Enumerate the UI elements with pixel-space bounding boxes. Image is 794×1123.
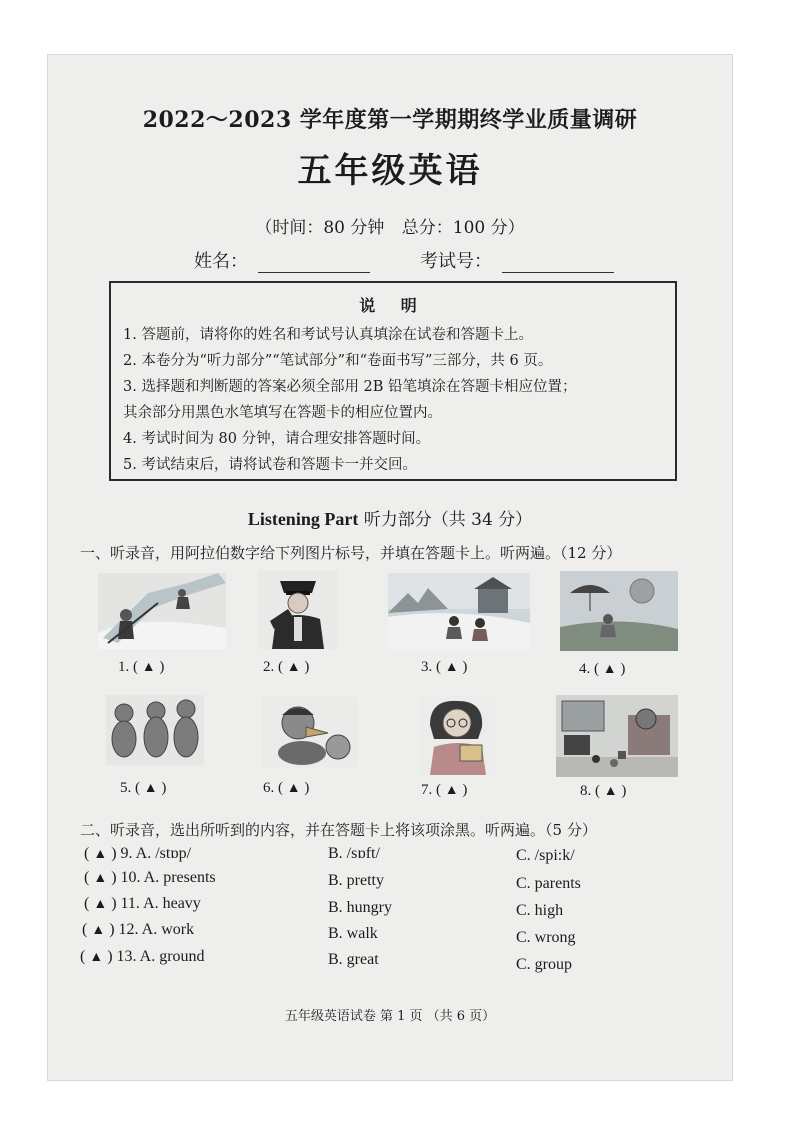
instruction-line: 4. 考试时间为 80 分钟，请合理安排答题时间。 xyxy=(123,431,431,447)
instructions-box xyxy=(109,281,677,481)
question-10-option-c[interactable]: C. parents xyxy=(516,875,581,892)
question-9-option-c[interactable]: C. /spi:k/ xyxy=(516,847,575,864)
exam-paper xyxy=(48,55,732,1080)
instruction-line: 2. 本卷分为“听力部分”“笔试部分”和“卷面书写”三部分，共 6 页。 xyxy=(123,353,553,369)
picture-1-winter-sport xyxy=(98,573,226,649)
name-label: 姓名： xyxy=(194,251,248,272)
question-11-option-b[interactable]: B. hungry xyxy=(328,899,392,916)
picture-7-girl-reading xyxy=(420,695,496,775)
page-footer: 五年级英语试卷 第 1 页 （共 6 页） xyxy=(284,1009,496,1024)
answer-blank-icon: ▲ xyxy=(444,660,459,675)
answer-blank-icon: ▲ xyxy=(93,847,108,862)
time-label: （时间：80 分钟 xyxy=(255,218,385,238)
picture-3-snow-scene xyxy=(388,573,530,649)
picture-4-weather xyxy=(560,571,678,651)
answer-blank-icon: ▲ xyxy=(93,871,108,886)
picture-4-label: 4. ( ▲ ) xyxy=(579,661,626,677)
question-13-option-a[interactable]: ( ▲ ) 13. A. ground xyxy=(80,948,205,965)
picture-2-police-officer xyxy=(258,571,338,649)
picture-8-label: 8. ( ▲ ) xyxy=(580,783,627,799)
question-9-option-a[interactable]: ( ▲ ) 9. A. /stɒp/ xyxy=(84,845,192,862)
subject-title: 五年级英语 xyxy=(297,151,483,191)
name-id-row xyxy=(194,247,614,273)
exam-title: 2022～2023 学年度第一学期期终学业质量调研 xyxy=(142,107,638,133)
question-11-option-c[interactable]: C. high xyxy=(516,902,564,919)
id-label: 考试号： xyxy=(420,251,492,272)
picture-2-label: 2. ( ▲ ) xyxy=(263,659,310,675)
answer-blank-icon: ▲ xyxy=(89,950,104,965)
id-blank[interactable] xyxy=(502,256,614,273)
listening-section-title xyxy=(48,505,732,530)
question-9-option-b[interactable]: B. /sɒft/ xyxy=(328,845,380,862)
part1-instruction: 一、听录音，用阿拉伯数字给下列图片标号，并填在答题卡上。听两遍。（12 分） xyxy=(80,544,622,562)
question-10-option-b[interactable]: B. pretty xyxy=(328,872,384,889)
listening-title-en: Listening Part xyxy=(247,509,359,529)
question-12-option-c[interactable]: C. wrong xyxy=(516,929,576,946)
answer-blank-icon: ▲ xyxy=(602,662,617,677)
answer-blank-icon: ▲ xyxy=(444,783,459,798)
picture-6-label: 6. ( ▲ ) xyxy=(263,780,310,796)
picture-1-label: 1. ( ▲ ) xyxy=(118,659,165,675)
answer-blank-icon: ▲ xyxy=(286,660,301,675)
time-score-line xyxy=(48,213,732,238)
listening-title-cn: 听力部分（共 34 分） xyxy=(363,510,533,530)
answer-blank-icon: ▲ xyxy=(143,781,158,796)
question-13-option-b[interactable]: B. great xyxy=(328,951,379,968)
instruction-line: 5. 考试结束后，请将试卷和答题卡一并交回。 xyxy=(123,457,417,473)
answer-blank-icon: ▲ xyxy=(141,660,156,675)
picture-7-label: 7. ( ▲ ) xyxy=(421,782,468,798)
instruction-line: 1. 答题前，请将你的姓名和考试号认真填涂在试卷和答题卡上。 xyxy=(123,327,533,343)
picture-3-label: 3. ( ▲ ) xyxy=(421,659,468,675)
answer-blank-icon: ▲ xyxy=(91,923,106,938)
picture-8-messy-room xyxy=(556,695,678,777)
question-10-option-a[interactable]: ( ▲ ) 10. A. presents xyxy=(84,869,216,886)
question-12-option-b[interactable]: B. walk xyxy=(328,925,378,942)
part2-instruction: 二、听录音，选出所听到的内容，并在答题卡上将该项涂黑。听两遍。（5 分） xyxy=(80,821,597,839)
answer-blank-icon: ▲ xyxy=(93,897,108,912)
instructions-title: 说 明 xyxy=(359,296,427,315)
name-blank[interactable] xyxy=(258,256,370,273)
picture-6-cartoon-bird xyxy=(262,697,358,767)
answer-blank-icon: ▲ xyxy=(286,781,301,796)
instruction-line: 3. 选择题和判断题的答案必须全部用 2B 铅笔填涂在答题卡相应位置； xyxy=(123,379,577,395)
picture-5-three-bears xyxy=(106,695,204,765)
question-13-option-c[interactable]: C. group xyxy=(516,956,572,973)
question-11-option-a[interactable]: ( ▲ ) 11. A. heavy xyxy=(84,895,201,912)
question-12-option-a[interactable]: ( ▲ ) 12. A. work xyxy=(82,921,195,938)
score-label: 总分：100 分） xyxy=(401,218,525,238)
answer-blank-icon: ▲ xyxy=(603,784,618,799)
instruction-line: 其余部分用黑色水笔填写在答题卡的相应位置内。 xyxy=(123,405,442,421)
picture-5-label: 5. ( ▲ ) xyxy=(120,780,167,796)
